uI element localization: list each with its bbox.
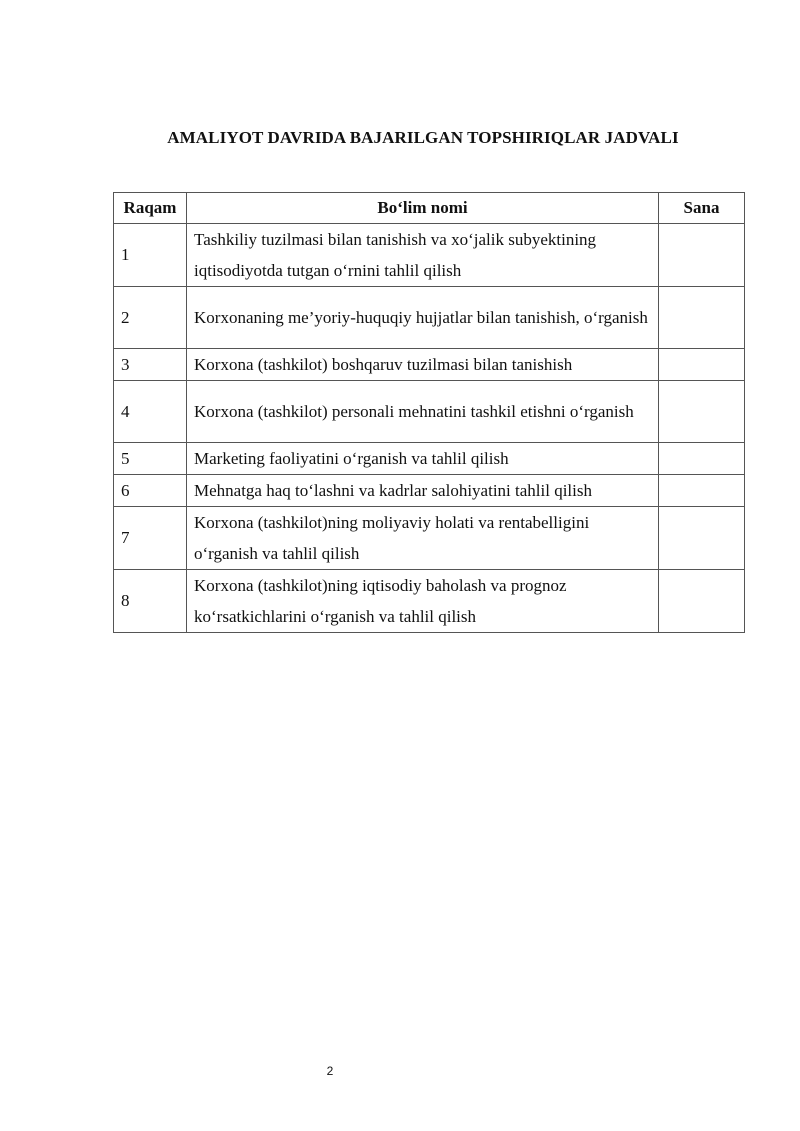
row-name: Marketing faoliyatini o‘rganish va tahlil qilish (187, 443, 659, 475)
row-name: Mehnatga haq to‘lashni va kadrlar salohiyatini tahlil qilish (187, 475, 659, 507)
table-header-row (114, 193, 745, 224)
row-date (659, 224, 745, 287)
row-number: 5 (114, 443, 187, 475)
table-row (114, 570, 745, 633)
row-date (659, 287, 745, 349)
row-name: Tashkiliy tuzilmasi bilan tanishish va xo‘jalik subyektining iqtisodiyotda tutgan o‘rnini tahlil qilish (187, 224, 659, 287)
row-name: Korxona (tashkilot) boshqaruv tuzilmasi bilan tanishish (187, 349, 659, 381)
table-row (114, 475, 745, 507)
table-row (114, 287, 745, 349)
row-name: Korxonaning me’yoriy-huquqiy hujjatlar bilan tanishish, o‘rganish (187, 287, 659, 349)
row-number: 8 (114, 570, 187, 633)
row-date (659, 507, 745, 570)
document-title: AMALIYOT DAVRIDA BAJARILGAN TOPSHIRIQLAR JADVALI (167, 128, 679, 147)
row-name: Korxona (tashkilot)ning moliyaviy holati va rentabelligini o‘rganish va tahlil qilish (187, 507, 659, 570)
table-row (114, 224, 745, 287)
row-name: Korxona (tashkilot)ning iqtisodiy baholash va prognoz ko‘rsatkichlarini o‘rganish va tahlil qilish (187, 570, 659, 633)
page-number: 2 (326, 1064, 334, 1078)
row-date (659, 443, 745, 475)
column-header-number: Raqam (114, 193, 187, 224)
column-header-date: Sana (659, 193, 745, 224)
row-date (659, 475, 745, 507)
table-row (114, 507, 745, 570)
row-number: 1 (114, 224, 187, 287)
tasks-table (113, 192, 745, 633)
row-number: 4 (114, 381, 187, 443)
row-name: Korxona (tashkilot) personali mehnatini tashkil etishni o‘rganish (187, 381, 659, 443)
row-number: 3 (114, 349, 187, 381)
row-number: 2 (114, 287, 187, 349)
row-number: 7 (114, 507, 187, 570)
table-row (114, 443, 745, 475)
column-header-name: Bo‘lim nomi (187, 193, 659, 224)
row-date (659, 381, 745, 443)
row-number: 6 (114, 475, 187, 507)
table-row (114, 349, 745, 381)
row-date (659, 349, 745, 381)
row-date (659, 570, 745, 633)
table-row (114, 381, 745, 443)
